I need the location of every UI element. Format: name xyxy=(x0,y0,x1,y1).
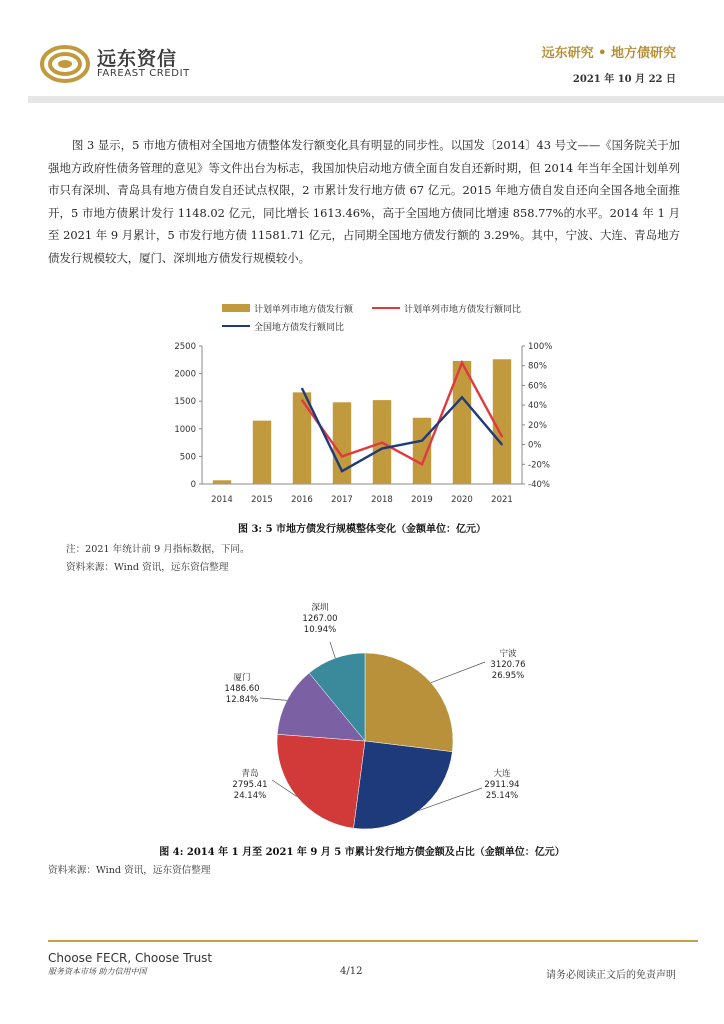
figure3-source: 资料来源：Wind 资讯，远东资信整理 xyxy=(66,562,229,573)
point-city-yoy-2019 xyxy=(421,463,423,465)
pie-slice-0 xyxy=(365,653,453,752)
series-line-national-yoy xyxy=(302,388,502,471)
pie-leader-line xyxy=(260,698,287,700)
pie-slice-1 xyxy=(353,741,452,829)
company-logo-icon xyxy=(40,44,90,88)
pie-label-name: 宁波 xyxy=(499,649,517,659)
right-tick-label: 80% xyxy=(528,361,547,372)
right-tick-label: 60% xyxy=(528,381,547,392)
pie-label-value: 1486.60 xyxy=(224,684,260,694)
figure3-chart xyxy=(150,296,580,512)
point-national-yoy-2017 xyxy=(341,470,343,472)
bar-2015 xyxy=(253,421,271,484)
pie-label-pct: 10.94% xyxy=(303,625,337,635)
x-tick-label: 2015 xyxy=(251,495,273,505)
x-tick-label: 2018 xyxy=(371,495,393,505)
right-tick-label: 20% xyxy=(528,420,547,431)
figure4-caption: 图 4: 2014 年 1 月至 2021 年 9 月 5 市累计发行地方债金额及占比（金额单位：亿元） xyxy=(159,847,565,858)
right-tick-label: 0% xyxy=(528,440,542,451)
legend-bar-label: 计划单列市地方债发行额 xyxy=(254,305,354,315)
pie-label-value: 2911.94 xyxy=(484,780,520,790)
report-date: 2021 年 10 月 22 日 xyxy=(572,74,676,85)
pie-label-pct: 25.14% xyxy=(485,791,519,801)
pie-label-pct: 24.14% xyxy=(233,791,267,801)
footer-divider xyxy=(48,940,698,942)
x-tick-label: 2020 xyxy=(451,495,473,505)
left-tick-label: 0 xyxy=(190,480,196,490)
point-city-yoy-2018 xyxy=(381,442,383,444)
bar-2021 xyxy=(493,359,511,484)
legend-red-line-label: 计划单列市地方债发行额同比 xyxy=(404,305,522,315)
pie-label-name: 深圳 xyxy=(311,603,329,613)
point-city-yoy-2017 xyxy=(341,456,343,458)
pie-label-value: 2795.41 xyxy=(232,780,268,790)
left-tick-label: 1000 xyxy=(174,424,196,435)
header-divider xyxy=(28,96,724,103)
right-tick-label: 40% xyxy=(528,401,547,412)
footer-disclaimer: 请务必阅读正文后的免责声明 xyxy=(546,970,676,981)
figure3-note: 注：2021 年统计前 9 月指标数据，下同。 xyxy=(66,544,250,555)
left-tick-label: 500 xyxy=(179,452,196,463)
right-tick-label: 100% xyxy=(528,342,553,352)
point-national-yoy-2019 xyxy=(421,440,423,442)
pie-label-value: 1267.00 xyxy=(302,614,338,624)
right-tick-label: -20% xyxy=(528,460,550,471)
body-paragraph: 图 3 显示，5 市地方债相对全国地方债整体发行额变化具有明显的同步性。以国发〔2014〕43 号文——《国务院关于加强地方政府性债务管理的意见》等文件出台为标志，我国加快启动地方债全面自发自还新时期，但 2014 年当年全国计划单列市只有深圳、青岛具有地方债自发自还试点权限，2 市累计发行地方债 67 亿元。2015 年地方债自发自还向全国各地全面推开，5 市地方债累计发行 1148.02 亿元，同比增长 1613.46%，高于全国地方债同比增速 858.77%的水平。2014 年 1 月至 2021 年 9 月累计，5 市发行地方债 11581.71 亿元，占同期全国地方债发行额的 3.29%。其中，宁波、大连、青岛地方债发行规模较大，厦门、深圳地方债发行规模较小。 xyxy=(48,138,680,265)
point-national-yoy-2021 xyxy=(501,444,503,446)
point-national-yoy-2020 xyxy=(461,396,463,398)
pie-label-pct: 26.95% xyxy=(491,671,525,681)
point-city-yoy-2016 xyxy=(301,399,303,401)
x-tick-label: 2016 xyxy=(291,495,313,505)
left-tick-label: 2000 xyxy=(174,369,196,380)
footer-slogan: Choose FECR, Choose Trust xyxy=(48,951,213,965)
legend-bar-swatch xyxy=(222,304,250,312)
pie-label-pct: 12.84% xyxy=(225,695,259,705)
pie-label-name: 厦门 xyxy=(233,673,251,683)
x-tick-label: 2021 xyxy=(491,495,513,505)
point-national-yoy-2016 xyxy=(301,388,303,390)
point-city-yoy-2021 xyxy=(501,436,503,438)
x-tick-label: 2014 xyxy=(211,495,233,505)
pie-label-value: 3120.76 xyxy=(490,660,526,670)
bar-2014 xyxy=(213,480,231,484)
bar-2016 xyxy=(293,392,311,484)
left-tick-label: 1500 xyxy=(174,397,196,408)
point-city-yoy-2020 xyxy=(461,362,463,364)
figure3-caption: 图 3: 5 市地方债发行规模整体变化（金额单位：亿元） xyxy=(237,524,487,535)
right-tick-label: -40% xyxy=(528,480,550,490)
x-tick-label: 2017 xyxy=(331,495,353,505)
pie-slice-2 xyxy=(277,734,365,828)
legend-blue-line-label: 全国地方债发行额同比 xyxy=(254,323,345,333)
figure4-source: 资料来源：Wind 资讯，远东资信整理 xyxy=(48,865,211,876)
left-tick-label: 2500 xyxy=(174,342,196,352)
figure4-chart xyxy=(200,598,540,834)
page-number: 4/12 xyxy=(340,966,363,977)
pie-leader-line xyxy=(330,642,335,658)
pie-leader-line xyxy=(431,662,485,683)
pie-label-name: 大连 xyxy=(493,769,511,779)
pie-label-name: 青岛 xyxy=(241,769,259,779)
logo-english-name: FAREAST CREDIT xyxy=(97,68,190,79)
point-national-yoy-2018 xyxy=(381,448,383,450)
x-tick-label: 2019 xyxy=(411,495,433,505)
report-series-title: 远东研究 • 地方债研究 xyxy=(541,46,676,61)
footer-subslogan: 服务资本市场 助力信用中国 xyxy=(48,967,147,976)
logo-chinese-name: 远东资信 xyxy=(97,48,178,70)
